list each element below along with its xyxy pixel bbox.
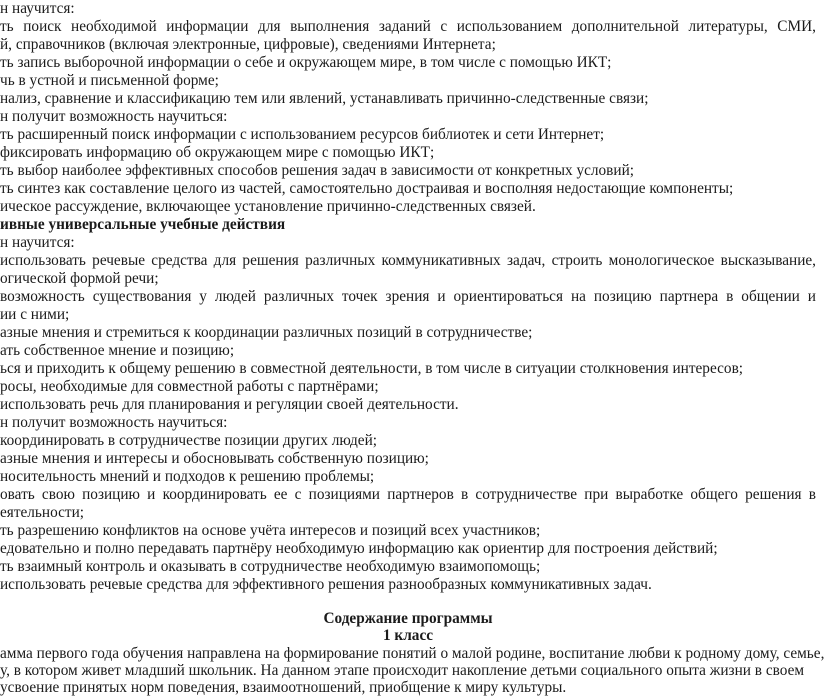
text-line: н получит возможность научиться: bbox=[0, 108, 228, 125]
text-line: ать собственное мнение и позицию; bbox=[0, 342, 235, 359]
text-line: ть синтез как составление целого из частей, самостоятельно достраивая и восполняя недостающие компоненты; bbox=[0, 180, 734, 197]
text-line: еятельности; bbox=[0, 504, 85, 521]
text-line: ическое рассуждение, включающее установление причинно-следственных связей. bbox=[0, 198, 536, 215]
text-line: н научится: bbox=[0, 0, 75, 17]
text-line: использовать речевые средства для эффективного решения разнообразных коммуникативных задач. bbox=[0, 576, 652, 593]
text-line: ии с ними; bbox=[0, 306, 70, 323]
text-line: азные мнения и интересы и обосновывать собственную позицию; bbox=[0, 450, 429, 467]
text-line: носительность мнений и подходов к решению проблемы; bbox=[0, 468, 375, 485]
text-line: едовательно и полно передавать партнёру необходимую информацию как ориентир для построения действий; bbox=[0, 540, 718, 557]
text-line: ть поиск необходимой информации для выполнения заданий с использованием дополнительной литературы, СМИ, bbox=[0, 18, 816, 35]
text-line: ть запись выборочной информации о себе и окружающем мире, в том числе с помощью ИКТ; bbox=[0, 54, 612, 71]
text-line: ть расширенный поиск информации с использованием ресурсов библиотек и сети Интернет; bbox=[0, 126, 605, 143]
paragraph-line: у, в котором живет младший школьник. На данном этапе происходит накопление детьми социального опыта жизни в своем bbox=[0, 662, 805, 679]
text-line: ть взаимный контроль и оказывать в сотрудничестве необходимую взаимопомощь; bbox=[0, 558, 541, 575]
text-line: ься и приходить к общему решению в совместной деятельности, в том числе в ситуации столкновения интересов; bbox=[0, 360, 744, 377]
text-line: использовать речь для планирования и регуляции своей деятельности. bbox=[0, 396, 459, 413]
text-line: огической формой речи; bbox=[0, 270, 159, 287]
text-line: н получит возможность научиться: bbox=[0, 414, 228, 431]
text-line: овать свою позицию и координировать ее с позициями партнеров в сотрудничестве при выработке общего решения в bbox=[0, 486, 816, 503]
text-line: ть разрешению конфликтов на основе учёта интересов и позиций всех участников; bbox=[0, 522, 541, 539]
paragraph-line: усвоение принятых норм поведения, взаимоотношений, приобщение к миру культуры. bbox=[0, 679, 567, 696]
text-line: координировать в сотрудничестве позиции других людей; bbox=[0, 432, 378, 449]
text-line: нализ, сравнение и классификацию тем или явлений, устанавливать причинно-следственные связи; bbox=[0, 90, 649, 107]
text-line: н научится: bbox=[0, 234, 75, 251]
text-line: возможность существования у людей различных точек зрения и ориентироваться на позицию партнера в общении и bbox=[0, 288, 816, 305]
class-heading: 1 класс bbox=[382, 627, 434, 644]
text-line: чь в устной и письменной форме; bbox=[0, 72, 219, 89]
program-title: Содержание программы bbox=[323, 610, 493, 627]
paragraph-line: амма первого года обучения направлена на формирование понятий о малой родине, воспитание любви к родному дому, семье, bbox=[0, 645, 824, 662]
text-line: фиксировать информацию об окружающем мире с помощью ИКТ; bbox=[0, 144, 435, 161]
section-heading: ивные универсальные учебные действия bbox=[0, 216, 286, 233]
text-line: й, справочников (включая электронные, цифровые), сведениями Интернета; bbox=[0, 36, 496, 53]
text-line: использовать речевые средства для решения различных коммуникативных задач, строить монологическое высказывание, bbox=[0, 252, 816, 269]
text-line: росы, необходимые для совместной работы с партнёрами; bbox=[0, 378, 379, 395]
text-line: азные мнения и стремиться к координации различных позиций в сотрудничестве; bbox=[0, 324, 533, 341]
text-line: ть выбор наиболее эффективных способов решения задач в зависимости от конкретных условий; bbox=[0, 162, 635, 179]
